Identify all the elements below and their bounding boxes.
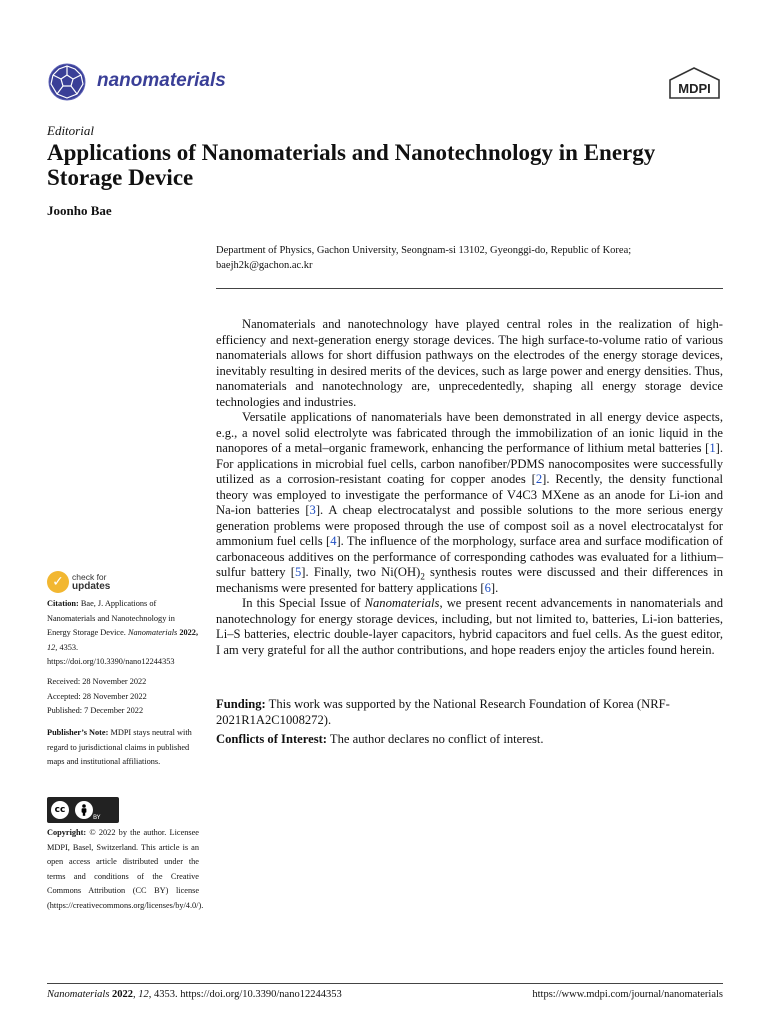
funding-statement: Funding: This work was supported by the National Research Foundation of Korea (NRF-2021R1A2C1008272). <box>216 697 670 727</box>
reference-link[interactable]: 4 <box>330 534 337 548</box>
reference-link[interactable]: 1 <box>709 441 716 455</box>
checkmark-icon: ✓ <box>47 571 69 593</box>
fullerene-icon <box>47 62 87 102</box>
cc-icon: cc <box>51 801 69 819</box>
doi-link[interactable]: , 4353. https://doi.org/10.3390/nano12244353 <box>47 642 175 667</box>
reference-link[interactable]: 6 <box>484 580 491 595</box>
copyright-notice: Copyright: © 2022 by the author. Licensee MDPI, Basel, Switzerland. This article is an open access article distributed under the terms and conditions of the Creative Commons Attribution (CC BY) license (https://creativecommons.org/licenses/by/4.0/). <box>47 828 204 910</box>
reference-link[interactable]: 2 <box>535 472 543 486</box>
article-title: Applications of Nanomaterials and Nanotechnology in Energy Storage Device <box>47 140 656 190</box>
reference-link[interactable]: 3 <box>309 503 316 517</box>
mdpi-logo <box>667 66 722 100</box>
journal-name: nanomaterials <box>97 70 226 91</box>
mdpi-logo-text: MDPI <box>678 81 711 96</box>
funding-label: Funding: <box>216 697 266 711</box>
author-name: Joonho Bae <box>47 203 112 218</box>
divider <box>216 288 723 289</box>
accepted-date: Accepted: 28 November 2022 <box>47 691 147 701</box>
affiliation-line: Department of Physics, Gachon University, Seongnam-si 13102, Gyeonggi-do, Republic of Korea; <box>216 245 632 256</box>
article-dates <box>47 675 199 719</box>
received-date: Received: 28 November 2022 <box>47 677 147 686</box>
divider <box>47 983 723 984</box>
affiliation <box>216 243 726 273</box>
paragraph: Versatile applications of nanomaterials have been demonstrated in all energy device aspects, e.g., a novel solid electrolyte was fabricated through the immobilization of an ionic liquid in the nanopores of a metal–organic framework, enhancing the performance of lithium metal batteries [1]. For applications in microbial fuel cells, carbon nanofiber/PDMS nanocomposites were successfully utilized as a corrosion-resistant coating for copper anodes [2]. Recently, the density functional theory was employed to investigate the performance of V4C3 MXene as an anode for Li-ion and Na-ion batteries [3]. A cheap electrocatalyst and possible solutions to the more serious energy generation problems were proposed through the use of compost soil as a novel electrocatalyst for ammonium fuel cells [4]. The influence of the morphology, surface area and surface modification of carbonaceous additives on the performance of corresponding cathodes was evaluated for a lithium–sulfur battery [5]. Finally, two $Ni(OH)_2$ synthesis routes were discussed and their differences in mechanisms were presented for battery applications [6]. <box>216 410 724 595</box>
publisher-note: Publisher’s Note: MDPI stays neutral with regard to jurisdictional claims in published maps and institutional affiliations. <box>47 728 192 767</box>
reference-link[interactable]: 5 <box>294 565 302 579</box>
paragraph: In this Special Issue of Nanomaterials, we present recent advancements in nanomaterials and nanotechnology for energy storage devices, including, but not limited to, batteries, Li-ion batteries, Li–S batteries, electric double-layer capacitors, hybrid capacitors and fuel cells. As the guest editor, I am very grateful for all the author contributions, and hope readers enjoy the articles found herein. <box>216 596 723 657</box>
author-email[interactable]: baejh2k@gachon.ac.kr <box>216 260 313 271</box>
conflicts-label: Conflicts of Interest: <box>216 732 327 746</box>
cc-by-license-badge[interactable]: cc BY <box>47 797 119 823</box>
article-type: Editorial <box>47 123 94 138</box>
attribution-person-icon <box>75 801 93 819</box>
journal-url-link[interactable]: https://www.mdpi.com/journal/nanomaterials <box>532 989 723 1000</box>
paragraph: Nanomaterials and nanotechnology have played central roles in the realization of high-efficiency and next-generation energy storage devices. The high surface-to-volume ratio of various nanomaterials allows for short diffusion pathways on the electrodes of the energy storage devices, inevitably resulting in desired merits of the devices, such as large power and energy densities. Thus, nanomaterials and nanotechnology are, unprecedentedly, shaping all energy storage device technologies and industries. <box>216 317 723 409</box>
check-for-updates-button[interactable]: ✓ check for updates <box>47 571 127 595</box>
published-date: Published: 7 December 2022 <box>47 706 144 716</box>
citation: Citation: Bae, J. Applications of Nanomaterials and Nanotechnology in Energy Storage Device. Nanomaterials 2022, 12, 4353. https://doi.org/10.3390/nano12244353 <box>47 599 199 667</box>
article-body <box>216 317 723 658</box>
conflicts-statement: Conflicts of Interest: The author declares no conflict of interest. <box>216 732 544 746</box>
footer-citation: Nanomaterials 2022, 12, 4353. https://doi.org/10.3390/nano12244353 <box>47 989 342 1000</box>
footer-doi-link[interactable]: , 4353. https://doi.org/10.3390/nano12244353 <box>148 989 342 1000</box>
